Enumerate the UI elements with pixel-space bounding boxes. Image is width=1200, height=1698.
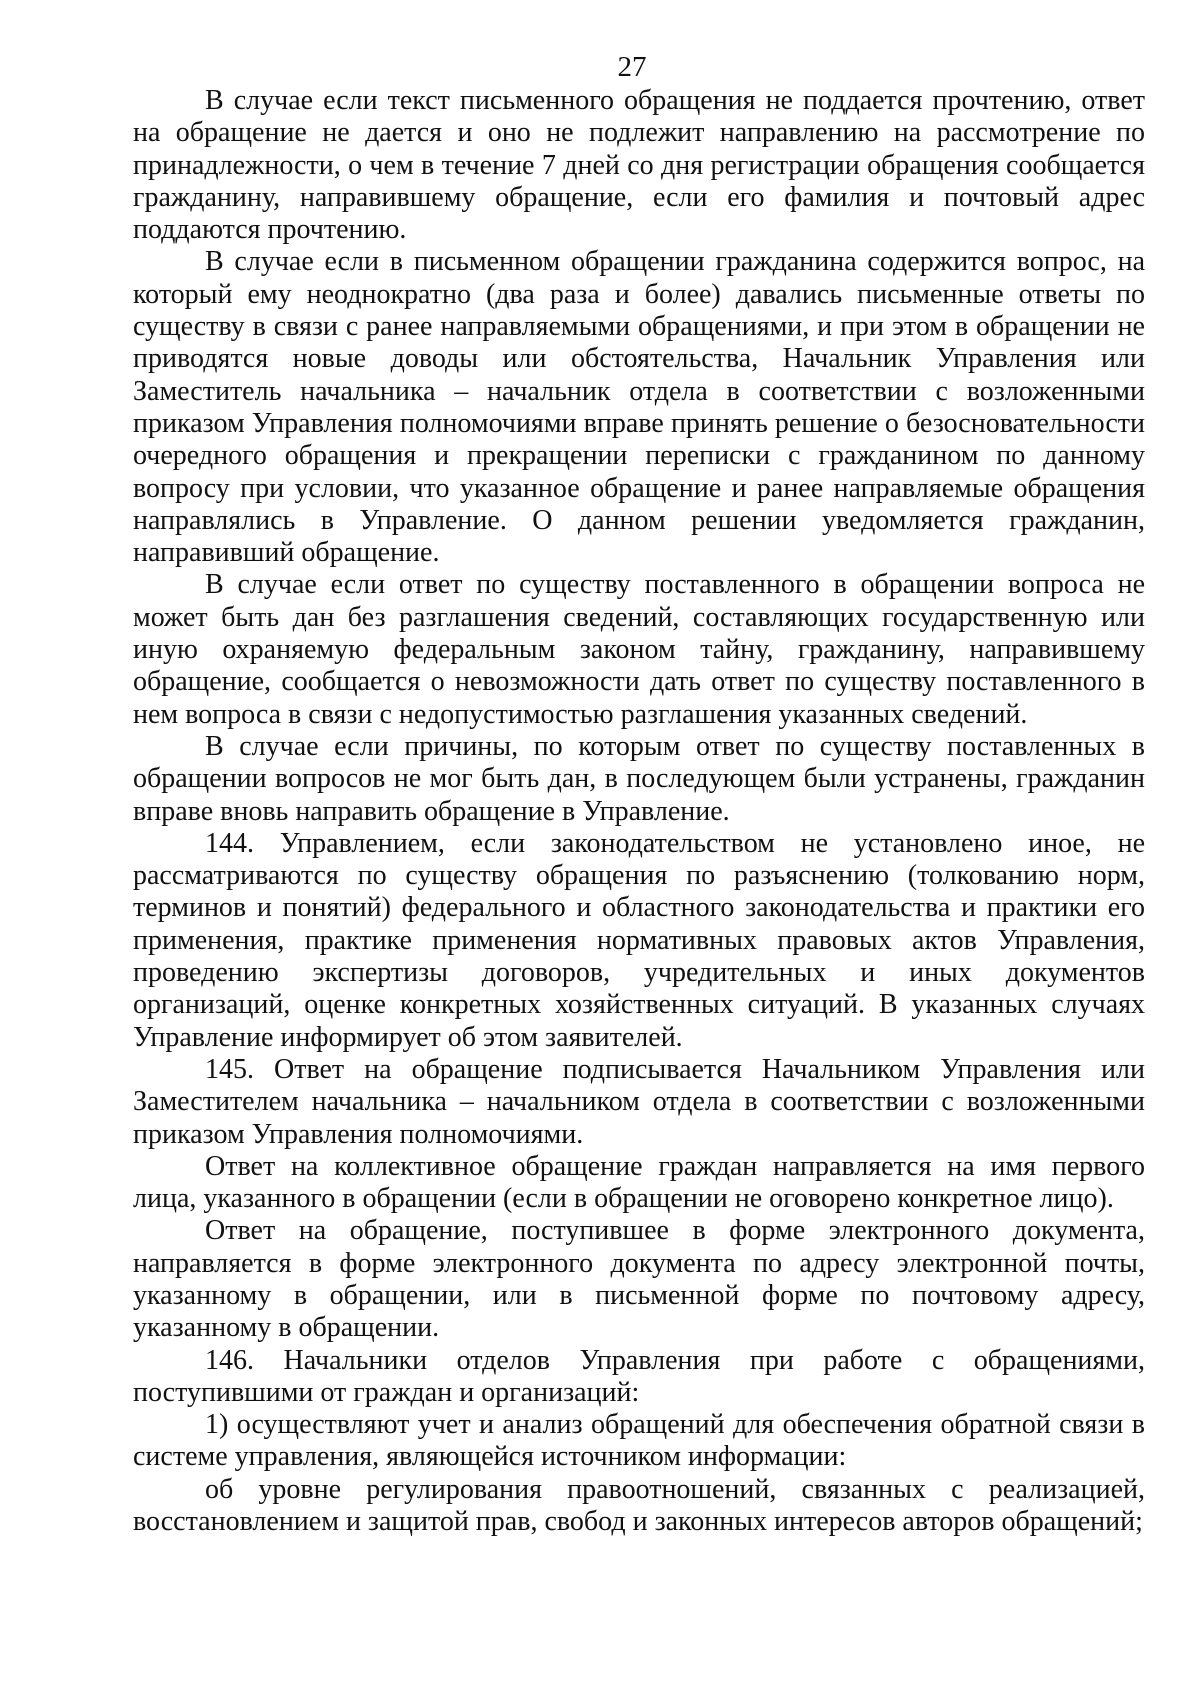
paragraph-state-secret: В случае если ответ по существу поставленного в обращении вопроса не может быть дан без разглашения сведений, составляющих государственную или иную охраняемую федеральным законом тайну, гражданину, направившему обращение, сообщается о невозможности дать ответ по существу поставленного в нем вопроса в связи с недопустимостью разглашения указанных сведений. xyxy=(133,569,1145,730)
paragraph-item-144: 144. Управлением, если законодательством не установлено иное, не рассматриваются по существу обращения по разъяснению (толкованию норм, терминов и понятий) федерального и областного законодательства и практики его применения, практике применения нормативных правовых актов Управления, проведению экспертизы договоров, учредительных и иных документов организаций, оценке конкретных хозяйственных ситуаций. В указанных случаях Управление информирует об этом заявителей. xyxy=(133,827,1145,1053)
paragraph-regulation-level: об уровне регулирования правоотношений, связанных с реализацией, восстановлением и защитой прав, свобод и законных интересов авторов обращений; xyxy=(133,1473,1145,1538)
paragraph-subitem-1: 1) осуществляют учет и анализ обращений для обеспечения обратной связи в системе управления, являющейся источником информации: xyxy=(133,1409,1145,1473)
paragraph-item-145: 145. Ответ на обращение подписывается Начальником Управления или Заместителем начальника – начальником отдела в соответствии с возложенными приказом Управления полномочиями. xyxy=(133,1053,1145,1150)
paragraph-electronic-appeal: Ответ на обращение, поступившее в форме электронного документа, направляется в форме электронного документа по адресу электронной почты, указанному в обращении, или в письменной форме по почтовому адресу, указанному в обращении. xyxy=(133,1215,1145,1344)
paragraph-collective-appeal: Ответ на коллективное обращение граждан направляется на имя первого лица, указанного в обращении (если в обращении не оговорено конкретное лицо). xyxy=(133,1150,1145,1215)
paragraph-item-146: 146. Начальники отделов Управления при работе с обращениями, поступившими от граждан и организаций: xyxy=(133,1344,1145,1408)
page-number: 27 xyxy=(617,51,647,83)
paragraph-illegible-appeal: В случае если текст письменного обращения не поддается прочтению, ответ на обращение не дается и оно не подлежит направлению на рассмотрение по принадлежности, о чем в течение 7 дней со дня регистрации обращения сообщается гражданину, направившему обращение, если его фамилия и почтовый адрес поддаются прочтению. xyxy=(133,85,1145,246)
document-body xyxy=(133,85,1145,1538)
paragraph-repeated-appeal: В случае если в письменном обращении гражданина содержится вопрос, на который ему неоднократно (два раза и более) давались письменные ответы по существу в связи с ранее направляемыми обращениями, и при этом в обращении не приводятся новые доводы или обстоятельства, Начальник Управления или Заместитель начальника – начальник отдела в соответствии с возложенными приказом Управления полномочиями вправе принять решение о безосновательности очередного обращения и прекращении переписки с гражданином по данному вопросу при условии, что указанное обращение и ранее направляемые обращения направлялись в Управление. О данном решении уведомляется гражданин, направивший обращение. xyxy=(133,246,1145,569)
paragraph-reasons-eliminated: В случае если причины, по которым ответ по существу поставленных в обращении вопросов не мог быть дан, в последующем были устранены, гражданин вправе вновь направить обращение в Управление. xyxy=(133,730,1145,827)
